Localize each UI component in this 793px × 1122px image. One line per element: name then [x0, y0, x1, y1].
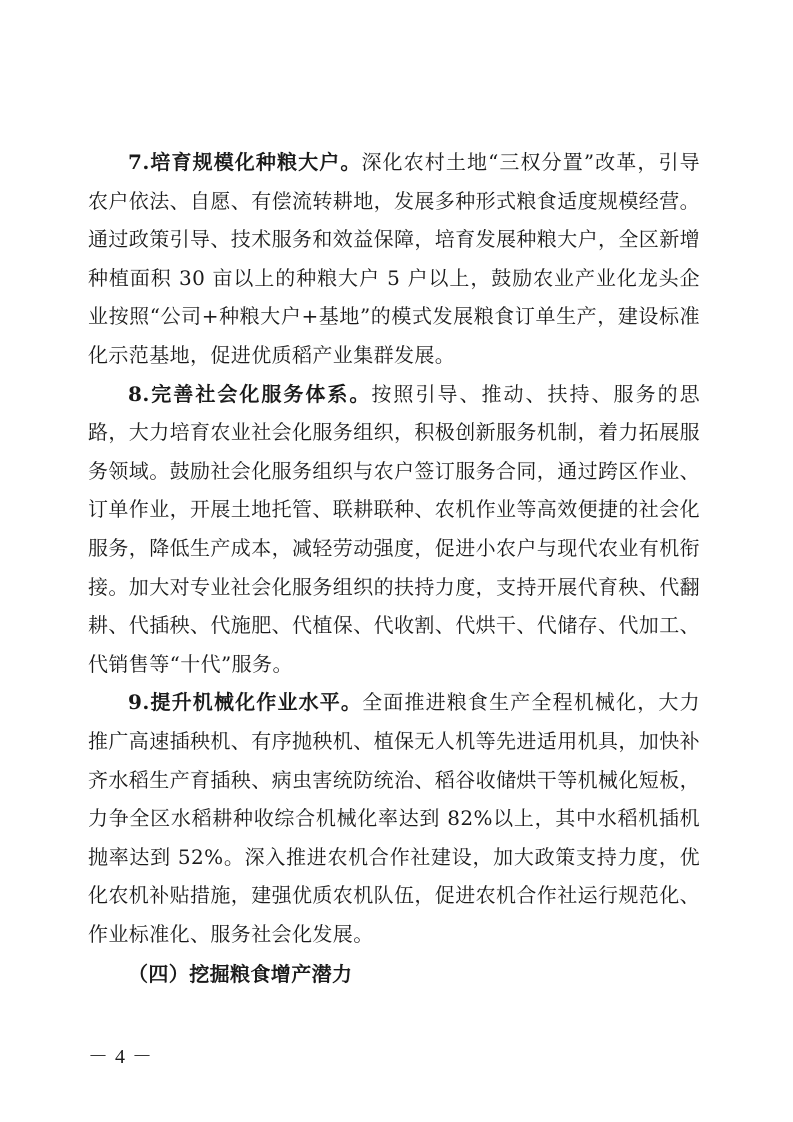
- paragraph-mechanization: [88, 683, 700, 953]
- paragraph-text: 深化农村土地“三权分置”改革，引导农户依法、自愿、有偿流转耕地，发展多种形式粮食适度规模经营。通过政策引导、技术服务和效益保障，培育发展种粮大户，全区新增种植面积 30 亩以上的种粮大户 5 户以上，鼓励农业产业化龙头企业按照“公司+种粮大户+基地”的模式发展粮食订单生产，建设标准化示范基地，促进优质稻产业集群发展。: [88, 150, 700, 367]
- paragraph-heading: 9.提升机械化作业水平。: [128, 690, 363, 715]
- paragraph-text: 全面推进粮食生产全程机械化，大力推广高速插秧机、有序抛秧机、植保无人机等先进适用机具，加快补齐水稻生产育插秧、病虫害统防统治、稻谷收储烘干等机械化短板，力争全区水稻耕种收综合机械化率达到 82%以上，其中水稻机插机抛率达到 52%。深入推进农机合作社建设，加大政策支持力度，优化农机补贴措施，建强优质农机队伍，促进农机合作社运行规范化、作业标准化、服务社会化发展。: [88, 690, 700, 946]
- paragraph-social-services: [88, 375, 700, 684]
- page-number: － 4 －: [88, 1046, 153, 1068]
- paragraph-heading: 7.培育规模化种粮大户。: [128, 150, 362, 174]
- document-body: [88, 143, 700, 994]
- section-subheading: （四）挖掘粮食增产潜力: [128, 962, 353, 987]
- paragraph-grain-growers: [88, 143, 700, 375]
- paragraph-heading: 8.完善社会化服务体系。: [128, 381, 372, 406]
- paragraph-text: 按照引导、推动、扶持、服务的思路，大力培育农业社会化服务组织，积极创新服务机制，着力拓展服务领域。鼓励社会化服务组织与农户签订服务合同，通过跨区作业、订单作业，开展土地托管、联耕联种、农机作业等高效便捷的社会化服务，降低生产成本，减轻劳动强度，促进小农户与现代农业有机衔接。加大对专业社会化服务组织的扶持力度，支持开展代育秧、代翻耕、代插秧、代施肥、代植保、代收割、代烘干、代储存、代加工、代销售等“十代”服务。: [88, 381, 700, 676]
